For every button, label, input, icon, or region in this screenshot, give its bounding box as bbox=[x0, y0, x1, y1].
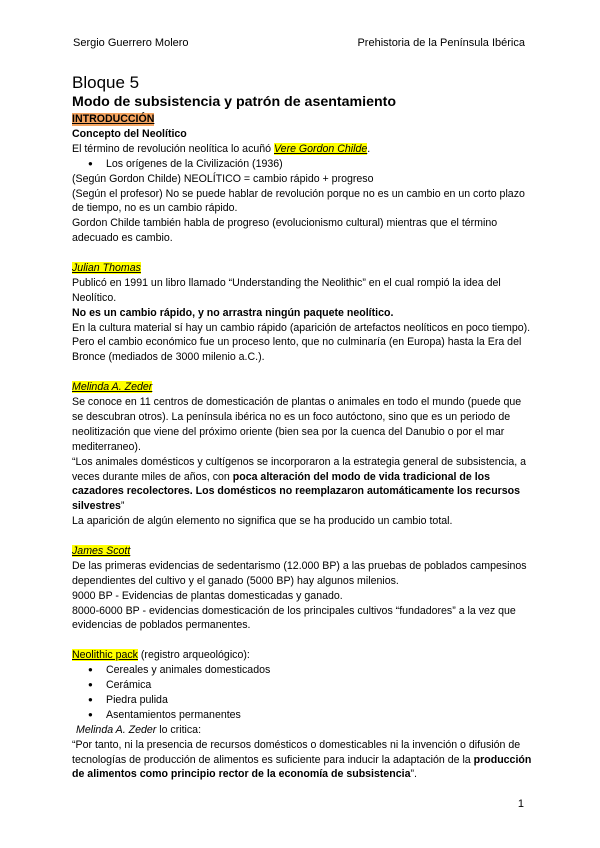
intro-line-4: Gordon Childe también habla de progreso (evolucionismo cultural) mientras que el término adecuado es cambio. bbox=[72, 217, 498, 245]
pack-quote: “Por tanto, ni la presencia de recursos domésticos o domesticables ni la invención o difusión de tecnologías de producción de alimentos es suficiente para inducir la adaptación de la producción de alimentos como principio rector de la economía de subsistencia”. bbox=[72, 738, 532, 781]
scott-name: James Scott bbox=[72, 544, 131, 557]
header-author: Sergio Guerrero Molero bbox=[73, 37, 189, 49]
concept-heading: Concepto del Neolítico bbox=[72, 127, 187, 140]
thomas-p2: En la cultura material sí hay un cambio rápido (aparición de artefactos neolíticos en poco tiempo). Pero el cambio económico fue un proceso lento, que no culminaría (en Europa) hasta la Era del Bronce (mediados de 3000 milenio a.C.). bbox=[72, 321, 531, 364]
list-item: ● Asentamientos permanentes bbox=[106, 708, 532, 723]
header-course: Prehistoria de la Península Ibérica bbox=[357, 37, 525, 49]
thomas-p1: Publicó en 1991 un libro llamado “Understanding the Neolithic” en el cual rompió la idea del Neolítico. bbox=[72, 276, 501, 304]
document-body bbox=[72, 73, 532, 782]
pack-label: Neolithic pack bbox=[72, 649, 138, 662]
page-subtitle: Modo de subsistencia y patrón de asentamiento bbox=[72, 94, 397, 110]
critique-name: Melinda A. Zeder bbox=[76, 723, 157, 736]
thomas-bold: No es un cambio rápido, y no arrastra ningún paquete neolítico. bbox=[72, 306, 394, 319]
intro-line-2: (Según Gordon Childe) NEOLÍTICO = cambio rápido + progreso bbox=[72, 172, 374, 185]
scott-p3: 8000-6000 BP - evidencias domesticación de los principales cultivos “fundadores” a la vez que evidencias de poblados permanentes. bbox=[72, 604, 516, 632]
list-item: ● Cerámica bbox=[106, 678, 532, 693]
pack-list bbox=[72, 663, 532, 723]
thomas-name: Julian Thomas bbox=[72, 261, 141, 274]
scott-p2: 9000 BP - Evidencias de plantas domesticadas y ganado. bbox=[72, 589, 343, 602]
childe-name: Vere Gordon Childe bbox=[274, 142, 368, 155]
pack-heading: Neolithic pack (registro arqueológico): bbox=[72, 649, 250, 662]
page-number: 1 bbox=[517, 798, 524, 810]
list-item: ● Los orígenes de la Civilización (1936) bbox=[106, 157, 532, 172]
zeder-p2: La aparición de algún elemento no significa que se ha producido un cambio total. bbox=[72, 515, 453, 528]
intro-list bbox=[72, 157, 532, 172]
page-title: Bloque 5 bbox=[72, 73, 140, 92]
zeder-p1: Se conoce en 11 centros de domesticación de plantas o animales en todo el mundo (puede que se descubran otros). La península ibérica no es un foco autóctono, sino que es un periodo de neolitización que viene del próximo oriente (bien sea por la cuenca del Danubio o por el mar mediterraneo). bbox=[72, 396, 522, 453]
critique-line: Melinda A. Zeder lo critica: bbox=[76, 723, 202, 736]
scott-p1: De las primeras evidencias de sedentarismo (12.000 BP) a las pruebas de poblados campesinos dependientes del cultivo y el ganado (5000 BP) hay algunos milenios. bbox=[72, 559, 527, 587]
list-item: ● Cereales y animales domesticados bbox=[106, 663, 532, 678]
zeder-quote: “Los animales domésticos y cultígenos se incorporaron a la estrategia general de subsistencia, a veces durante miles de años, con poca alteración del modo de vida tradicional de los cazadores recolectores. Los domésticos no reemplazaron automáticamente los recursos silvestres” bbox=[72, 455, 527, 513]
intro-line-1: El término de revolución neolítica lo acuñó Vere Gordon Childe. bbox=[72, 142, 371, 155]
section-tag: INTRODUCCIÓN bbox=[72, 113, 155, 125]
intro-line-3: (Según el profesor) No se puede hablar de revolución porque no es un cambio en un corto plazo de tiempo, no es un cambio rápido. bbox=[72, 187, 525, 215]
list-item: ● Piedra pulida bbox=[106, 693, 532, 708]
zeder-name: Melinda A. Zeder bbox=[72, 381, 153, 394]
